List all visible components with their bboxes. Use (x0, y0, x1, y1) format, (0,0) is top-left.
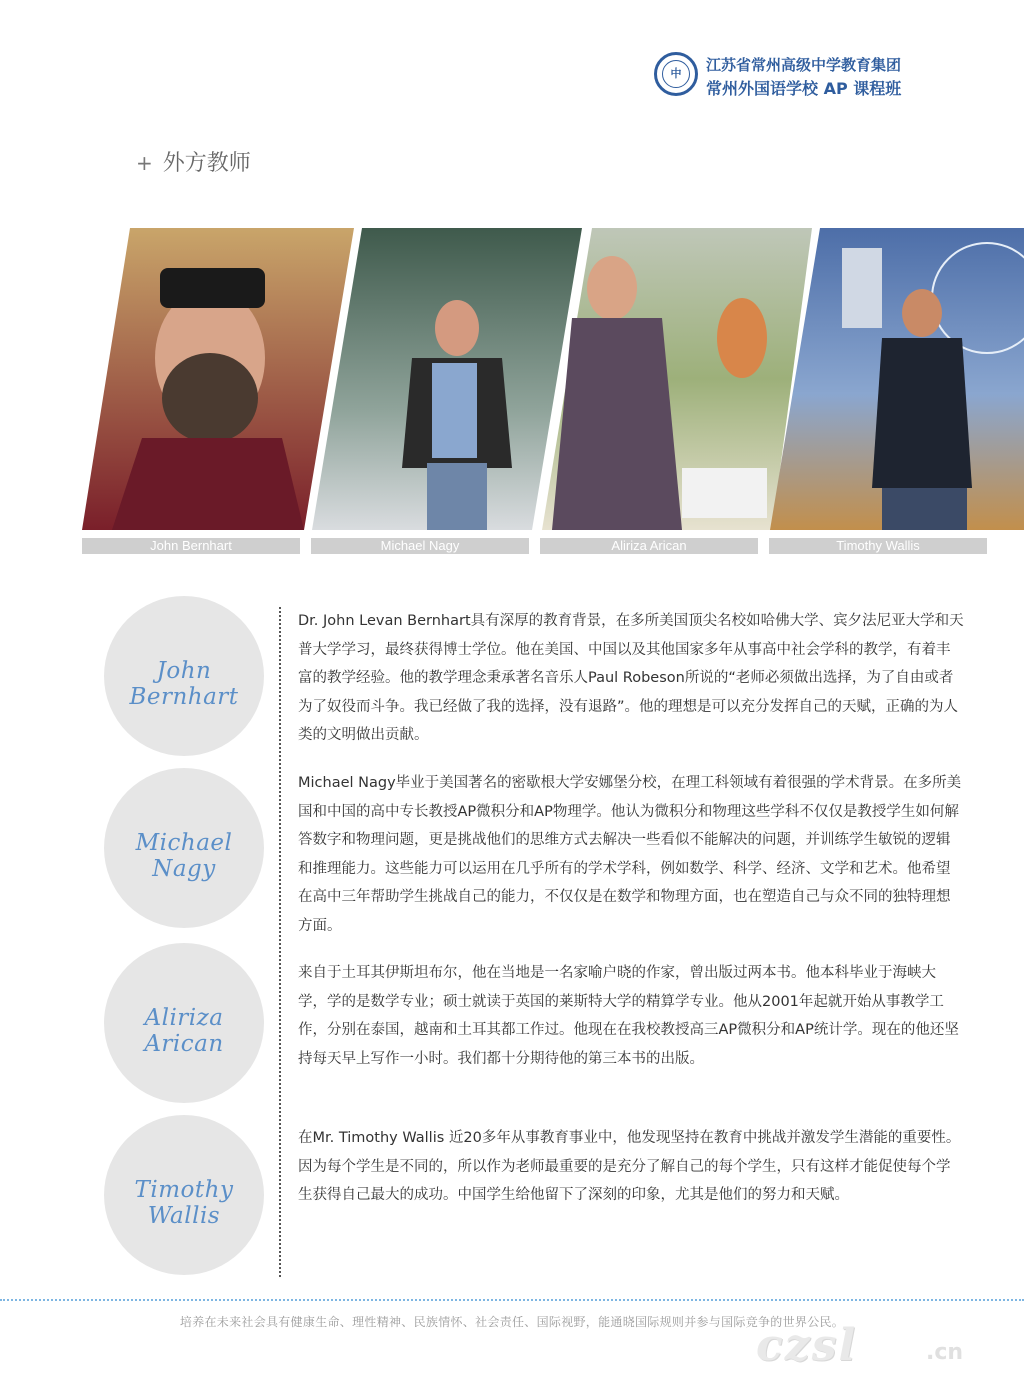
name-circle-michael-nagy (104, 768, 264, 928)
school-seal-icon (654, 52, 698, 96)
script-name: John Bernhart (129, 658, 239, 710)
bio-michael-nagy: Michael Nagy毕业于美国著名的密歇根大学安娜堡分校，在理工科领域有着很强的学术背景。在多所美国和中国的高中专长教授AP微积分和AP物理学。他认为微积分和物理这些学科不仅仅是教授学生如何解答数字和物理问题，更是挑战他们的思维方式去解决一些看似不能解决的问题，并训练学生敏锐的逻辑和推理能力。这些能力可以运用在几乎所有的学术学科，例如数学、科学、经济、文学和艺术。他希望在高中三年帮助学生挑战自己的能力，不仅仅是在数学和物理方面，也在塑造自己与众不同的独特理想方面。 (298, 775, 962, 934)
footer-slogan: 培养在未来社会具有健康生命、理性精神、民族情怀、社会责任、国际视野，能通晓国际规则并参与国际竞争的世界公民。 (179, 1315, 845, 1329)
footer-dotted-rule (0, 1299, 1024, 1301)
vertical-dotted-divider (279, 607, 281, 1277)
caption-michael-nagy: Michael Nagy (311, 538, 529, 554)
photo-strip-graphic (82, 228, 1024, 530)
bio-timothy-wallis: 在Mr. Timothy Wallis 近20多年从事教育事业中，他发现坚持在教育中挑战并激发学生潜能的重要性。因为每个学生是不同的，所以作为老师最重要的是充分了解自己的每个学生，只有这样才能促使每个学生获得自己最大的成功。中国学生给他留下了深刻的印象，尤其是他们的努力和天赋。 (298, 1130, 961, 1203)
caption-aliriza-arican: Aliriza Arican (540, 538, 758, 554)
school-group-name: 江苏省常州高级中学教育集团 (706, 56, 902, 74)
caption-john-bernhart: John Bernhart (82, 538, 300, 554)
program-name: 常州外国语学校 AP 课程班 (706, 79, 902, 98)
watermark-text: czsl (756, 1320, 858, 1371)
photo-john-bernhart (82, 228, 354, 530)
section-title (136, 146, 251, 177)
caption-timothy-wallis: Timothy Wallis (769, 538, 987, 554)
school-logo (654, 52, 954, 100)
seal-glyph: 中 (662, 60, 690, 88)
photo-michael-nagy (312, 228, 582, 530)
section-title-text: 外方教师 (162, 151, 251, 176)
site-watermark (748, 1312, 968, 1372)
script-name: Michael Nagy (135, 830, 233, 882)
bio-aliriza-arican: 来自于土耳其伊斯坦布尔，他在当地是一名家喻户晓的作家，曾出版过两本书。他本科毕业于海峡大学，学的是数学专业；硕士就读于英国的莱斯特大学的精算学专业。他从2001年起就开始从事教学工作，分别在泰国，越南和土耳其都工作过。他现在在我校教授高三AP微积分和AP统计学。现在的他还坚持每天早上写作一小时。我们都十分期待他的第三本书的出版。 (298, 965, 959, 1067)
plus-icon: + (136, 151, 153, 175)
teacher-photo-strip (82, 228, 1024, 530)
photo-aliriza-arican (542, 228, 812, 530)
name-circle-john-bernhart (104, 596, 264, 756)
watermark-suffix: .cn (926, 1340, 964, 1365)
name-circle-timothy-wallis (104, 1115, 264, 1275)
script-name: Timothy Wallis (134, 1177, 234, 1229)
script-name: Aliriza Arican (144, 1005, 224, 1057)
photo-timothy-wallis (770, 228, 1024, 530)
name-circle-aliriza-arican (104, 943, 264, 1103)
bio-john-bernhart: Dr. John Levan Bernhart具有深厚的教育背景，在多所美国顶尖名校如哈佛大学、宾夕法尼亚大学和天普大学学习，最终获得博士学位。他在美国、中国以及其他国家多年从事高中社会学科的教学，有着丰富的教学经验。他的教学理念秉承著名音乐人Paul Robeson所说的“老师必须做出选择，为了自由或者为了奴役而斗争。我已经做了我的选择，没有退路”。他的理想是可以充分发挥自己的天赋，正确的为人类的文明做出贡献。 (298, 613, 964, 743)
